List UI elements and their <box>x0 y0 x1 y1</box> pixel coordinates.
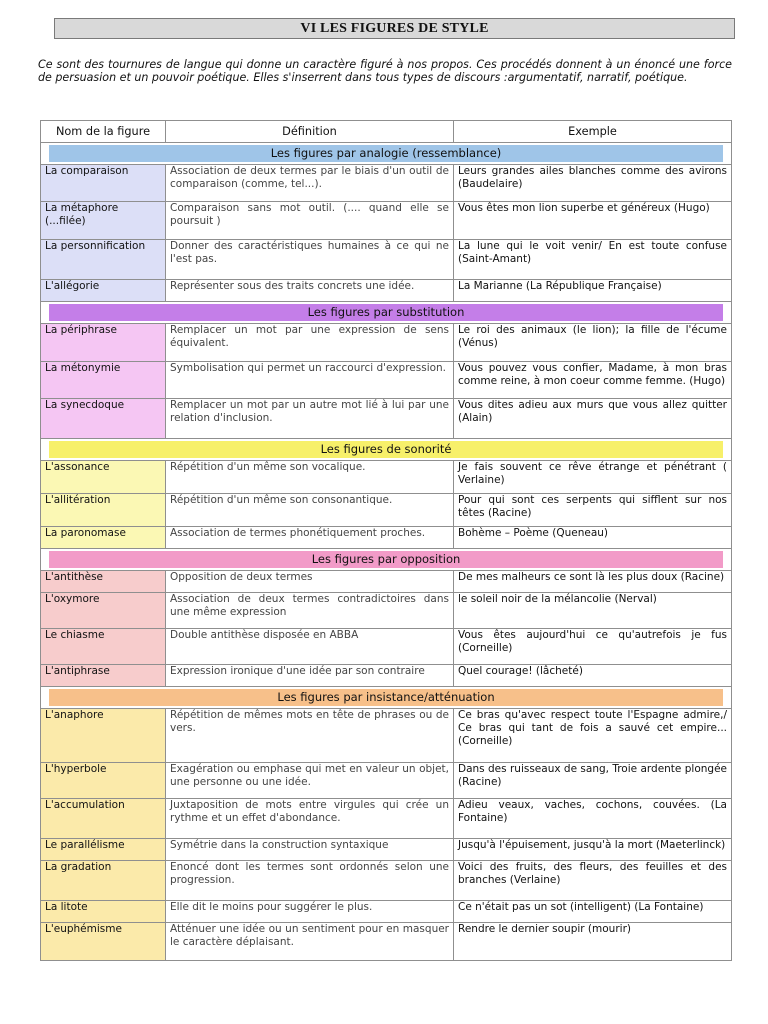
figure-name: La personnification <box>41 240 166 280</box>
figure-definition: Association de deux termes contradictoires dans une même expression <box>166 593 454 629</box>
figure-definition: Opposition de deux termes <box>166 571 454 593</box>
figure-definition: Répétition d'un même son vocalique. <box>166 461 454 494</box>
figure-example: Vous pouvez vous confier, Madame, à mon bras comme reine, à mon coeur comme femme. (Hugo) <box>454 362 732 399</box>
figure-definition: Répétition de mêmes mots en tête de phrases ou de vers. <box>166 709 454 763</box>
figure-example: Quel courage! (lâcheté) <box>454 665 732 687</box>
table-row <box>41 494 732 527</box>
figure-name: La périphrase <box>41 324 166 362</box>
figure-definition: Répétition d'un même son consonantique. <box>166 494 454 527</box>
figure-example: Vous êtes aujourd'hui ce qu'autrefois je fus (Corneille) <box>454 629 732 665</box>
figure-definition: Juxtaposition de mots entre virgules qui crée un rythme et un effet d'abondance. <box>166 799 454 839</box>
figure-name: La gradation <box>41 861 166 901</box>
table-row <box>41 202 732 240</box>
table-row <box>41 763 732 799</box>
figure-name: L'accumulation <box>41 799 166 839</box>
figure-name: La métaphore (...filée) <box>41 202 166 240</box>
figure-definition: Association de deux termes par le biais d'un outil de comparaison (comme, tel...). <box>166 165 454 202</box>
header-example: Exemple <box>454 121 732 143</box>
figure-definition: Enoncé dont les termes sont ordonnés selon une progression. <box>166 861 454 901</box>
figure-definition: Remplacer un mot par un autre mot lié à lui par une relation d'inclusion. <box>166 399 454 439</box>
figure-definition: Remplacer un mot par une expression de sens équivalent. <box>166 324 454 362</box>
figure-example: Voici des fruits, des fleurs, des feuilles et des branches (Verlaine) <box>454 861 732 901</box>
figure-name: L'allégorie <box>41 280 166 302</box>
figure-name: L'euphémisme <box>41 923 166 961</box>
figure-example: De mes malheurs ce sont là les plus doux (Racine) <box>454 571 732 593</box>
figure-name: L'oxymore <box>41 593 166 629</box>
figure-example: Vous êtes mon lion superbe et généreux (Hugo) <box>454 202 732 240</box>
category-title: Les figures par analogie (ressemblance) <box>49 145 723 162</box>
figure-name: La comparaison <box>41 165 166 202</box>
figure-example: Rendre le dernier soupir (mourir) <box>454 923 732 961</box>
table-row <box>41 461 732 494</box>
figure-example: Ce bras qu'avec respect toute l'Espagne admire,/ Ce bras qui tant de fois a sauvé cet empire... (Corneille) <box>454 709 732 763</box>
figure-example: Jusqu'à l'épuisement, jusqu'à la mort (Maeterlinck) <box>454 839 732 861</box>
figure-definition: Double antithèse disposée en ABBA <box>166 629 454 665</box>
figure-name: L'anaphore <box>41 709 166 763</box>
table-row <box>41 280 732 302</box>
figure-name: L'allitération <box>41 494 166 527</box>
figure-example: Le roi des animaux (le lion); la fille de l'écume (Vénus) <box>454 324 732 362</box>
figure-name: La litote <box>41 901 166 923</box>
figure-example: La Marianne (La République Française) <box>454 280 732 302</box>
figure-definition: Expression ironique d'une idée par son contraire <box>166 665 454 687</box>
figure-definition: Exagération ou emphase qui met en valeur un objet, une personne ou une idée. <box>166 763 454 799</box>
figure-definition: Symétrie dans la construction syntaxique <box>166 839 454 861</box>
figure-definition: Association de termes phonétiquement proches. <box>166 527 454 549</box>
figure-example: Ce n'était pas un sot (intelligent) (La Fontaine) <box>454 901 732 923</box>
category-title: Les figures par insistance/atténuation <box>49 689 723 706</box>
table-row <box>41 861 732 901</box>
category-title: Les figures de sonorité <box>49 441 723 458</box>
table-row <box>41 665 732 687</box>
figure-example: Leurs grandes ailes blanches comme des avirons (Baudelaire) <box>454 165 732 202</box>
table-row <box>41 839 732 861</box>
intro-paragraph: Ce sont des tournures de langue qui donne un caractère figuré à nos propos. Ces procédés donnent à un énoncé une force de persuasion et un pouvoir poétique. Elles s'inserrent dans tous types de discours :argumentatif, narratif, poétique. <box>38 58 732 84</box>
figure-example: Je fais souvent ce rêve étrange et pénétrant ( Verlaine) <box>454 461 732 494</box>
figure-name: L'hyperbole <box>41 763 166 799</box>
table-row <box>41 629 732 665</box>
table-row <box>41 165 732 202</box>
figure-definition: Elle dit le moins pour suggérer le plus. <box>166 901 454 923</box>
figures-table <box>40 120 732 961</box>
header-name: Nom de la figure <box>41 121 166 143</box>
figure-definition: Atténuer une idée ou un sentiment pour en masquer le caractère déplaisant. <box>166 923 454 961</box>
table-row <box>41 593 732 629</box>
figure-example: le soleil noir de la mélancolie (Nerval) <box>454 593 732 629</box>
figure-name: La métonymie <box>41 362 166 399</box>
table-row <box>41 324 732 362</box>
page-title: VI LES FIGURES DE STYLE <box>54 18 735 39</box>
figure-example: Adieu veaux, vaches, cochons, couvées. (La Fontaine) <box>454 799 732 839</box>
table-row <box>41 901 732 923</box>
figure-definition: Donner des caractéristiques humaines à ce qui ne l'est pas. <box>166 240 454 280</box>
figure-name: La synecdoque <box>41 399 166 439</box>
figure-example: Dans des ruisseaux de sang, Troie ardente plongée (Racine) <box>454 763 732 799</box>
figure-name: La paronomase <box>41 527 166 549</box>
table-row <box>41 571 732 593</box>
table-row <box>41 923 732 961</box>
header-definition: Définition <box>166 121 454 143</box>
figure-name: Le parallélisme <box>41 839 166 861</box>
figure-example: La lune qui le voit venir/ En est toute confuse (Saint-Amant) <box>454 240 732 280</box>
table-row <box>41 362 732 399</box>
category-row <box>41 687 732 709</box>
figure-name: L'assonance <box>41 461 166 494</box>
figure-example: Pour qui sont ces serpents qui sifflent sur nos têtes (Racine) <box>454 494 732 527</box>
table-row <box>41 709 732 763</box>
figure-name: L'antiphrase <box>41 665 166 687</box>
figure-definition: Représenter sous des traits concrets une idée. <box>166 280 454 302</box>
category-row <box>41 143 732 165</box>
category-row <box>41 302 732 324</box>
category-row <box>41 439 732 461</box>
figure-definition: Comparaison sans mot outil. (.... quand elle se poursuit ) <box>166 202 454 240</box>
table-row <box>41 399 732 439</box>
table-row <box>41 527 732 549</box>
figure-name: L'antithèse <box>41 571 166 593</box>
category-title: Les figures par substitution <box>49 304 723 321</box>
category-row <box>41 549 732 571</box>
table-header-row <box>41 121 732 143</box>
table-row <box>41 799 732 839</box>
figure-example: Vous dites adieu aux murs que vous allez quitter (Alain) <box>454 399 732 439</box>
table-row <box>41 240 732 280</box>
figure-name: Le chiasme <box>41 629 166 665</box>
category-title: Les figures par opposition <box>49 551 723 568</box>
figure-example: Bohème – Poème (Queneau) <box>454 527 732 549</box>
figure-definition: Symbolisation qui permet un raccourci d'expression. <box>166 362 454 399</box>
